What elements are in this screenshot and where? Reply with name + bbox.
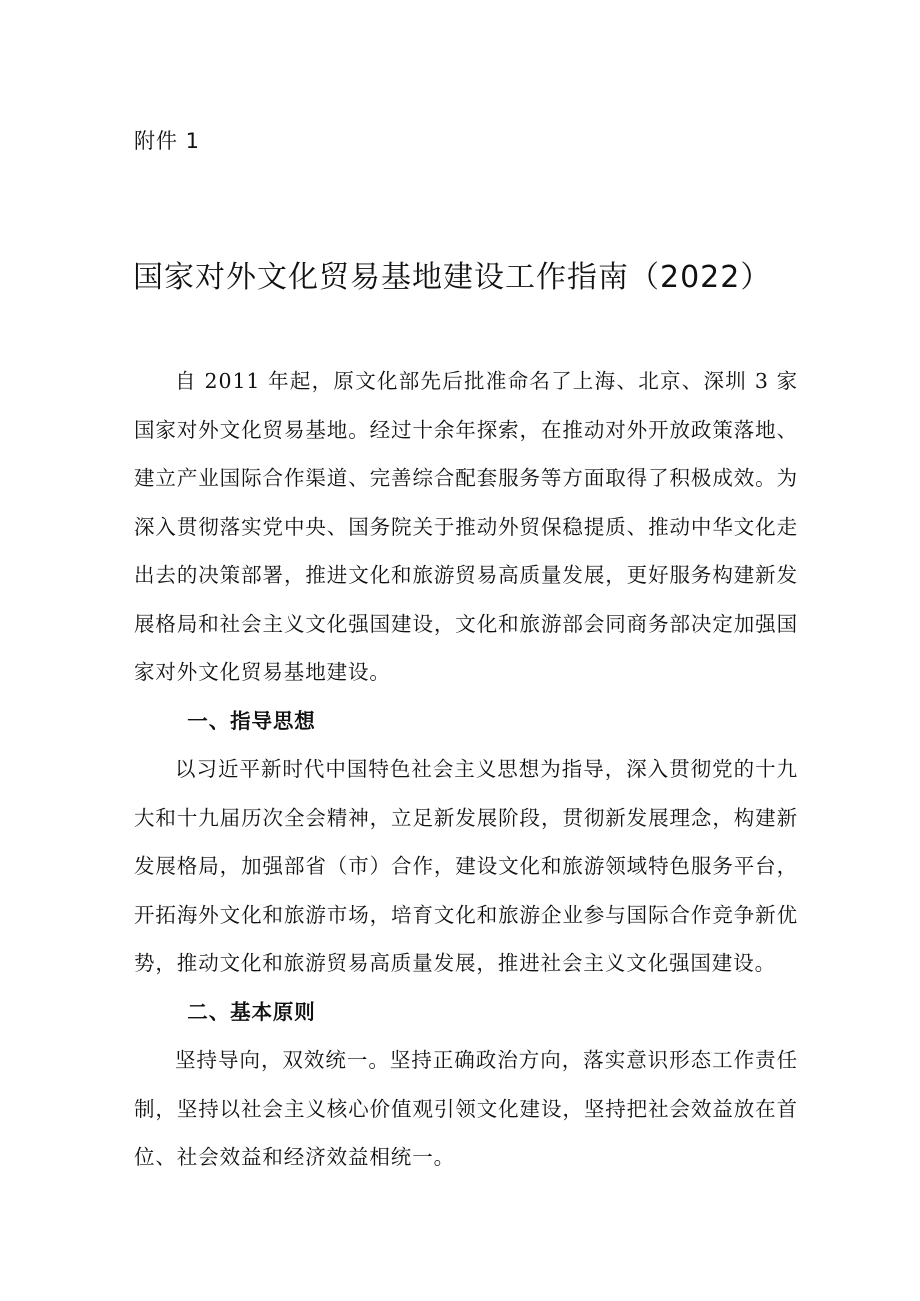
attachment-label: 附件 1 bbox=[134, 129, 201, 153]
section-paragraph-guiding-ideology: 以习近平新时代中国特色社会主义思想为指导，深入贯彻党的十九大和十九届历次全会精神，立足新发展阶段，贯彻新发展理念，构建新发展格局，加强部省（市）合作，建设文化和旅游领域特色服务平台，开拓海外文化和旅游市场，培育文化和旅游企业参与国际合作竞争新优势，推动文化和旅游贸易高质量发展，推进社会主义文化强国建设。 bbox=[134, 757, 798, 975]
document-body bbox=[134, 357, 798, 1182]
section-heading-basic-principles: 二、基本原则 bbox=[187, 999, 316, 1024]
section-paragraph-basic-principles: 坚持导向，双效统一。坚持正确政治方向，落实意识形态工作责任制，坚持以社会主义核心价值观引领文化建设，坚持把社会效益放在首位、社会效益和经济效益相统一。 bbox=[134, 1048, 798, 1169]
section-heading-guiding-ideology: 一、指导思想 bbox=[187, 708, 316, 733]
intro-paragraph: 自 2011 年起，原文化部先后批准命名了上海、北京、深圳 3 家国家对外文化贸易基地。经过十余年探索，在推动对外开放政策落地、建立产业国际合作渠道、完善综合配套服务等方面取得了积极成效。为深入贯彻落实党中央、国务院关于推动外贸保稳提质、推动中华文化走出去的决策部署，推进文化和旅游贸易高质量发展，更好服务构建新发展格局和社会主义文化强国建设，文化和旅游部会同商务部决定加强国家对外文化贸易基地建设。 bbox=[134, 369, 798, 684]
document-title: 国家对外文化贸易基地建设工作指南（2022） bbox=[133, 260, 772, 295]
